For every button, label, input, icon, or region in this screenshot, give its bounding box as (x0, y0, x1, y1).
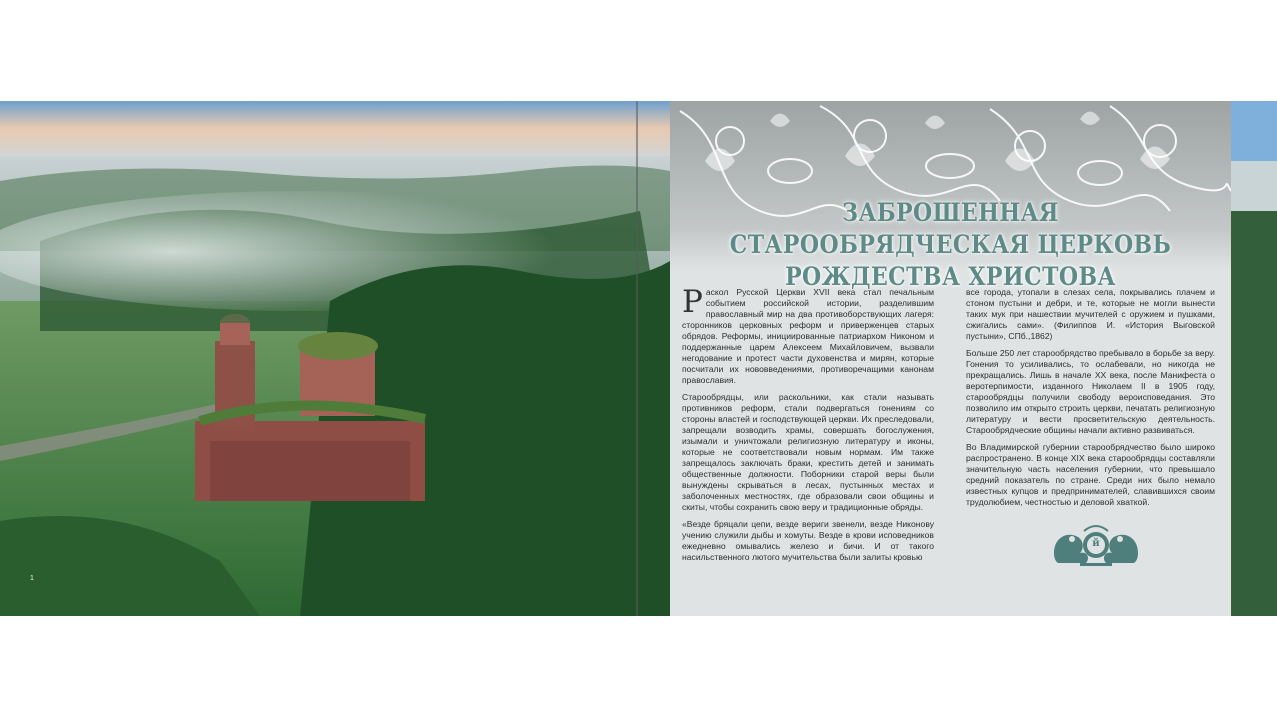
paragraph: «Везде бряцали цепи, везде вериги звенели, везде Никонову учению служили дыбы и хомуты. Везде в крови исповедников ежедневно омывались железо и бичи. И от такого насильственного лютого мучительства были залиты кровью (682, 519, 934, 562)
text-column-left (682, 284, 934, 569)
title-line-1: ЗАБРОШЕННАЯ СТАРООБРЯДЧЕСКАЯ ЦЕРКОВЬ (729, 198, 1172, 259)
text-panel (670, 101, 1231, 616)
book-gutter (636, 101, 638, 616)
paragraph: Во Владимирской губернии старообрядчество было широко распространено. В конце XIX века старообрядцы составляли значительную часть населения губернии, что превышало средний показатель по стране. Среди них было немало известных купцов и предпринимателей, славившихся своим трудолюбием, честностью и деловой хваткой. (966, 442, 1215, 507)
paragraph: Старообрядцы, или раскольники, как стали называть противников реформ, стали подвергаться гонениям со стороны властей и господствующей церкви. Их преследовали, запрещали возводить храмы, совершать богослужения, изымали и уничтожали религиозную литературу и иконы, которые не соответствовали новым нормам. Им также запрещалось заключать браки, крестить детей и занимать общественные должности. Поборники старой веры были вынуждены скрываться в лесах, пустынных местах и заболоченных местностях, где образовали свои общины и скиты, чтобы сохранить свою веру и традиционные обряды. (682, 392, 934, 512)
page-title (704, 197, 1198, 293)
page-number: й (1092, 538, 1100, 549)
title-line-2: РОЖДЕСТВА ХРИСТОВА (785, 262, 1116, 291)
text-column-right (966, 287, 1215, 514)
photo-page-number: 1 (30, 575, 34, 582)
drop-cap: Р (682, 284, 703, 320)
paragraph: все города, утопали в слезах села, покрывались плачем и стоном пустыни и дебри, и те, которые не могли вынести таких мук при нашествии мучителей с оружием и пушками, сжигались сами». (Филиппов И. «История Выговской пустыни», СПб.,1862) (966, 287, 1215, 341)
book-spread (0, 101, 1277, 616)
paragraph: Раскол Русской Церкви XVII века стал печальным событием российской истории, разделившим православный мир на два противоборствующих лагеря: сторонников церковных реформ и приверженцев старых обрядов. Реформы, инициированные патриархом Никоном и поддержанные царем Алексеем Михайловичем, вызвали негодование и протест части духовенства и мирян, которые посчитали их нововведениями, противоречащими канонам православия. (682, 284, 934, 385)
paragraph: Больше 250 лет старообрядство пребывало в борьбе за веру. Гонения то усиливались, то ослабевали, но никогда не прекращались. Лишь в начале XX века, после Манифеста о веротерпимости, изданного Николаем II в 1905 году, старообрядцы получили свободу вероисповедания. Это позволило им открыто строить церкви, печатать религиозную литературу и вести просветительскую деятельность. Старообрядческие общины начали активно развиваться. (966, 348, 1215, 435)
